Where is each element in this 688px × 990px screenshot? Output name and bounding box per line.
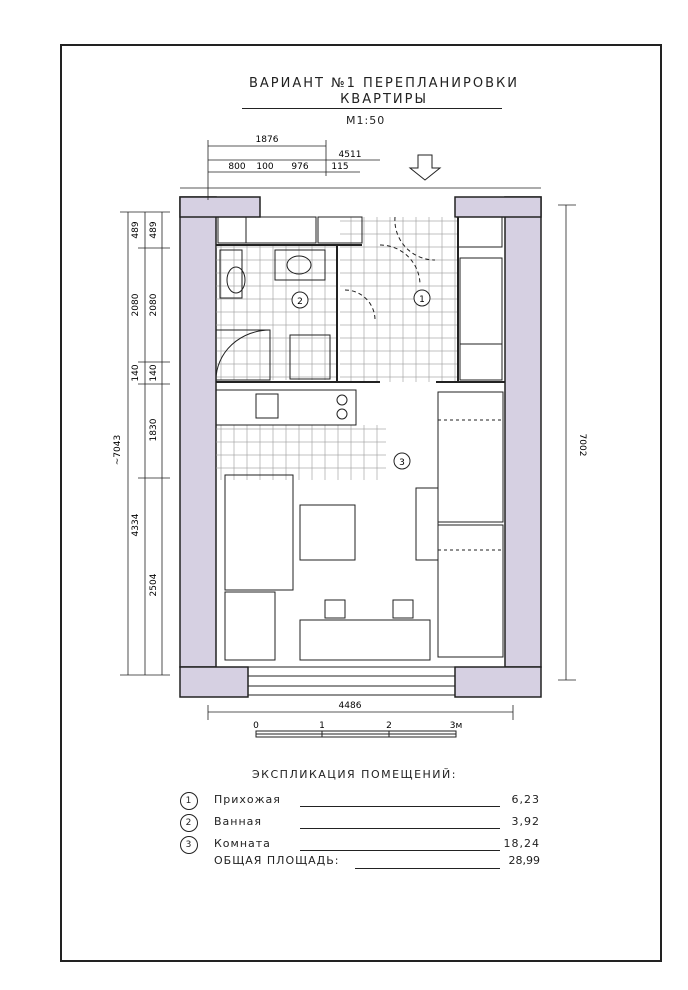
living-furniture (225, 475, 438, 660)
legend-room-area: 6,23 (511, 793, 540, 806)
dim-left-f: 2504 (149, 573, 159, 597)
legend-leader-line (300, 850, 500, 851)
title-line-1: ВАРИАНТ №1 ПЕРЕПЛАНИРОВКИ (249, 76, 519, 91)
room-3-label: 3 (399, 458, 405, 468)
dim-top-total: 4511 (338, 150, 362, 160)
dim-left-d: 1830 (149, 418, 159, 442)
total-area-label: ОБЩАЯ ПЛОЩАДЬ: (214, 854, 340, 867)
total-leader-line (355, 868, 500, 869)
scale-bar (256, 731, 456, 737)
legend-row (180, 814, 540, 832)
dim-top-sub2: 800 (228, 162, 246, 172)
dim-top-sub1: 1876 (255, 135, 279, 145)
room-1-label: 1 (419, 295, 425, 305)
dim-left-c: 140 (131, 364, 141, 382)
legend-room-name: Ванная (214, 815, 263, 828)
dim-inner-c: 140 (149, 364, 159, 382)
dim-inner-b: 2080 (149, 293, 159, 317)
legend-title: ЭКСПЛИКАЦИЯ ПОМЕЩЕНИЙ: (252, 768, 457, 781)
dim-top-sub5: 115 (331, 162, 349, 172)
room-2-label: 2 (297, 297, 303, 307)
right-dimension (558, 205, 576, 680)
dim-left-b: 2080 (131, 293, 141, 317)
balcony-window (248, 667, 455, 695)
scale-label: M1:50 (346, 114, 386, 127)
title-line-2: КВАРТИРЫ (340, 92, 428, 107)
hallway-tiles (340, 217, 458, 382)
dim-left-total: ~7043 (113, 434, 123, 466)
legend-room-name: Комната (214, 837, 271, 850)
legend-leader-line (300, 806, 500, 807)
legend-row (180, 792, 540, 810)
legend-number: 2 (180, 814, 198, 832)
legend-room-area: 18,24 (503, 837, 540, 850)
kitchen-tiles (216, 425, 386, 480)
bunk-beds (438, 392, 503, 657)
legend-number: 1 (180, 792, 198, 810)
scale-tick-2: 2 (386, 721, 392, 731)
bathroom-tiles (216, 245, 336, 380)
scale-tick-1: 1 (319, 721, 325, 731)
legend-row (180, 836, 540, 854)
kitchen-counter (216, 390, 356, 425)
legend-room-area: 3,92 (511, 815, 540, 828)
legend-number: 3 (180, 836, 198, 854)
dim-top-sub4: 976 (291, 162, 309, 172)
dim-right-total: 7002 (577, 433, 587, 457)
dim-inner-a: 489 (149, 221, 159, 239)
entrance-arrow (410, 155, 440, 180)
dim-top-sub3: 100 (256, 162, 274, 172)
dim-bottom-total: 4486 (338, 701, 362, 711)
scale-tick-0: 0 (253, 721, 259, 731)
legend-room-name: Прихожая (214, 793, 281, 806)
legend-leader-line (300, 828, 500, 829)
dim-left-a: 489 (131, 221, 141, 239)
total-area-value: 28,99 (508, 854, 540, 867)
left-dimensions (120, 212, 170, 675)
dim-left-e: 4334 (131, 513, 141, 537)
scale-tick-3: 3м (449, 721, 463, 731)
